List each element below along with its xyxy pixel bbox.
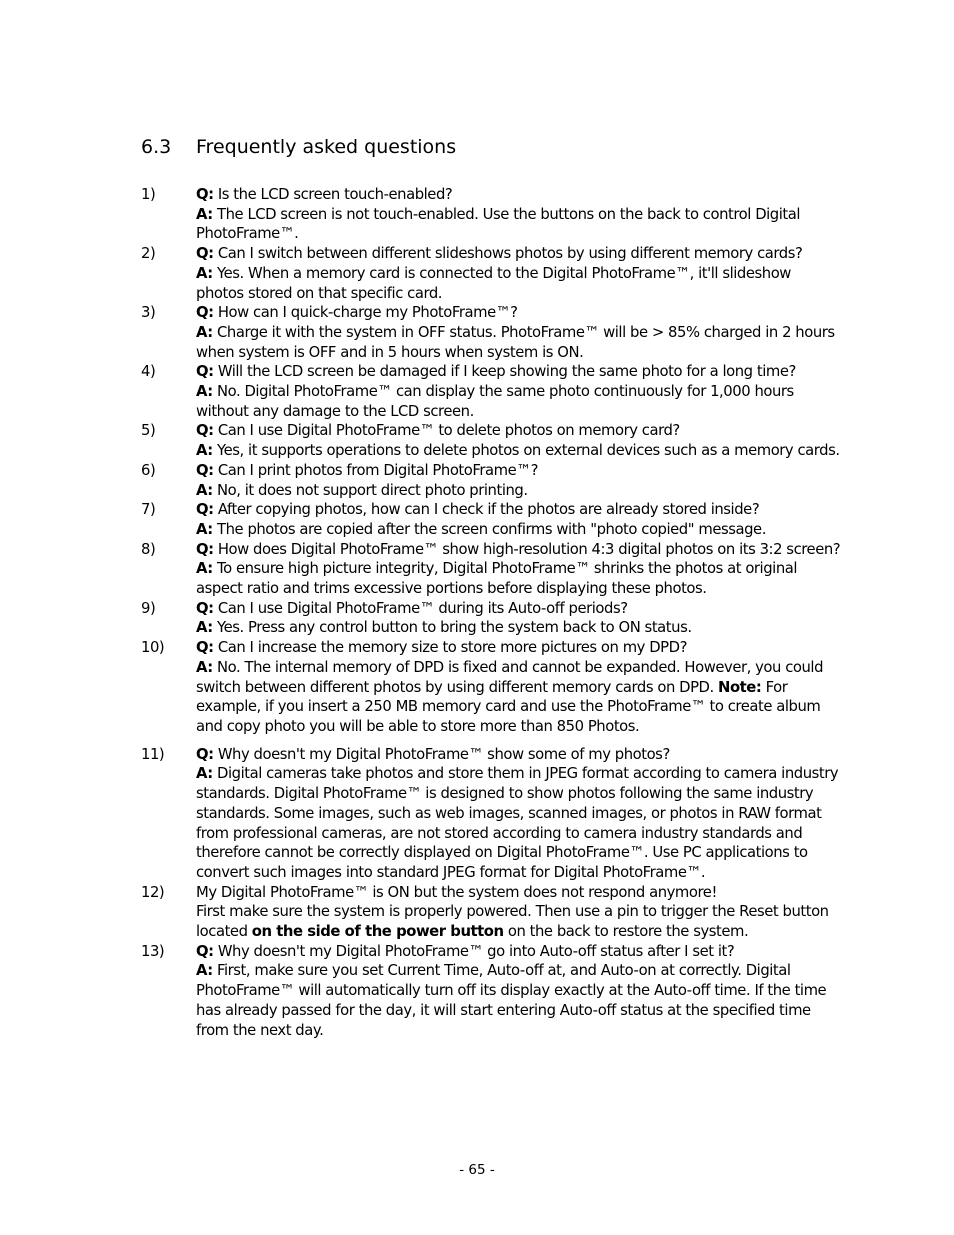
answer-text: No, it does not support direct photo printing.: [217, 481, 528, 499]
faq-body: [196, 421, 841, 460]
faq-body: [196, 540, 841, 599]
question-label: Q:: [196, 363, 214, 381]
answer-text: No. The internal memory of DPD is fixed and cannot be expanded. However, you could switch between different photos by using different memory cards on DPD.: [196, 658, 824, 696]
faq-body: [196, 500, 841, 539]
answer: [196, 764, 841, 882]
answer: [196, 441, 841, 461]
question: [196, 461, 841, 481]
faq-number: 4): [141, 363, 156, 381]
section-title: Frequently asked questions: [196, 136, 457, 158]
answer-label: A:: [196, 442, 213, 460]
question: [196, 599, 841, 619]
question: [196, 942, 841, 962]
faq-body: [196, 185, 841, 244]
faq-number: 5): [141, 422, 156, 440]
faq-number: 7): [141, 501, 156, 519]
question-label: Q:: [196, 540, 214, 558]
faq-item-11: [141, 745, 841, 883]
answer-label: A:: [196, 658, 213, 676]
answer: [196, 658, 841, 737]
question-text: Can I increase the memory size to store more pictures on my DPD?: [217, 639, 687, 657]
answer: [196, 323, 841, 362]
question: [196, 303, 841, 323]
answer: [196, 559, 841, 598]
question-text: Can I use Digital PhotoFrame™ to delete photos on memory card?: [217, 422, 680, 440]
question-label: Q:: [196, 245, 214, 263]
question: [196, 244, 841, 264]
question-text: Why doesn't my Digital PhotoFrame™ show some of my photos?: [217, 745, 670, 763]
faq-item-1: [141, 185, 841, 244]
answer: [196, 382, 841, 421]
faq-body: [196, 599, 841, 638]
question-text: How can I quick-charge my PhotoFrame™?: [217, 304, 518, 322]
question: [196, 638, 841, 658]
question: [196, 745, 841, 765]
question-label: Q:: [196, 942, 214, 960]
question-label: Q:: [196, 422, 214, 440]
faq-item-12: [141, 883, 841, 942]
faq-body: [196, 942, 841, 1041]
question-text: Why doesn't my Digital PhotoFrame™ go into Auto-off status after I set it?: [217, 942, 735, 960]
question: [196, 362, 841, 382]
answer-label: A:: [196, 205, 213, 223]
note-label: Note:: [718, 678, 762, 696]
question-text: How does Digital PhotoFrame™ show high-resolution 4:3 digital photos on its 3:2 screen?: [217, 540, 841, 558]
faq-item-8: [141, 540, 841, 599]
question-text: My Digital PhotoFrame™ is ON but the system does not respond anymore!: [196, 883, 717, 901]
question-label: Q:: [196, 599, 214, 617]
faq-item-9: [141, 599, 841, 638]
answer-text: Charge it with the system in OFF status. PhotoFrame™ will be > 85% charged in 2 hours when system is OFF and in 5 hours when system is ON.: [196, 323, 835, 361]
faq-body: [196, 362, 841, 421]
faq-body: [196, 638, 841, 737]
faq-number: 10): [141, 639, 165, 657]
faq-number: 2): [141, 245, 156, 263]
answer: [196, 618, 841, 638]
answer-text: To ensure high picture integrity, Digital PhotoFrame™ shrinks the photos at original aspect ratio and trims excessive portions before displaying these photos.: [196, 560, 798, 598]
question: [196, 421, 841, 441]
answer: [196, 902, 841, 941]
question: [196, 500, 841, 520]
question-text: Can I print photos from Digital PhotoFrame™?: [217, 461, 538, 479]
answer-text: The LCD screen is not touch-enabled. Use the buttons on the back to control Digital PhotoFrame™.: [196, 205, 801, 243]
faq-body: [196, 745, 841, 883]
faq-body: [196, 461, 841, 500]
faq-item-6: [141, 461, 841, 500]
answer: [196, 481, 841, 501]
answer-label: A:: [196, 323, 213, 341]
answer-label: A:: [196, 481, 213, 499]
question-label: Q:: [196, 461, 214, 479]
answer-text: First make sure the system is properly powered. Then use a pin to trigger the Reset button located: [196, 903, 829, 941]
faq-number: 3): [141, 304, 156, 322]
question-label: Q:: [196, 745, 214, 763]
faq-body: [196, 303, 841, 362]
answer-text: The photos are copied after the screen confirms with "photo copied" message.: [217, 520, 766, 538]
question: [196, 185, 841, 205]
faq-number: 12): [141, 883, 165, 901]
faq-item-4: [141, 362, 841, 421]
answer-text: Yes. When a memory card is connected to the Digital PhotoFrame™, it'll slideshow photos stored on that specific card.: [196, 264, 791, 302]
faq-number: 9): [141, 599, 156, 617]
faq-item-5: [141, 421, 841, 460]
faq-number: 13): [141, 942, 165, 960]
question-text: Will the LCD screen be damaged if I keep showing the same photo for a long time?: [217, 363, 796, 381]
question-label: Q:: [196, 186, 214, 203]
section-number: 6.3: [141, 136, 172, 158]
faq-number: 6): [141, 461, 156, 479]
answer-emphasis: on the side of the power button: [251, 923, 504, 941]
answer-label: A:: [196, 765, 213, 783]
answer-label: A:: [196, 264, 213, 282]
answer: [196, 961, 841, 1040]
faq-item-2: [141, 244, 841, 303]
faq-number: 1): [141, 186, 156, 203]
answer-label: A:: [196, 962, 213, 980]
section-heading: [141, 134, 456, 160]
answer-text: Yes, it supports operations to delete photos on external devices such as a memory cards.: [217, 442, 840, 460]
faq-list: [141, 185, 841, 1040]
question-text: Can I use Digital PhotoFrame™ during its Auto-off periods?: [217, 599, 628, 617]
faq-number: 8): [141, 540, 156, 558]
answer-text: No. Digital PhotoFrame™ can display the same photo continuously for 1,000 hours without any damage to the LCD screen.: [196, 383, 794, 420]
question-text: After copying photos, how can I check if the photos are already stored inside?: [217, 501, 760, 519]
faq-item-13: [141, 942, 841, 1041]
faq-item-10: [141, 638, 841, 737]
note-text: For example, if you insert a 250 MB memory card and use the PhotoFrame™ to create album and copy photo you will be able to store more than 850 Photos.: [196, 678, 821, 735]
answer-text-end: on the back to restore the system.: [507, 923, 749, 941]
answer: [196, 520, 841, 540]
faq-body: [196, 244, 841, 303]
faq-item-7: [141, 500, 841, 539]
question-label: Q:: [196, 304, 214, 322]
answer: [196, 205, 841, 244]
answer-label: A:: [196, 520, 213, 538]
faq-number: 11): [141, 745, 165, 763]
faq-item-3: [141, 303, 841, 362]
answer-text: First, make sure you set Current Time, Auto-off at, and Auto-on at correctly. Digital PhotoFrame™ will automatically turn off its display exactly at the Auto-off time. If the time has already passed for the day, it will start entering Auto-off status at the specified time from the next day.: [196, 962, 827, 1039]
answer: [196, 264, 841, 303]
faq-body: [196, 883, 841, 942]
question-label: Q:: [196, 501, 214, 519]
answer-label: A:: [196, 383, 213, 401]
question-text: Is the LCD screen touch-enabled?: [217, 186, 453, 203]
question-text: Can I switch between different slideshows photos by using different memory cards?: [217, 245, 803, 263]
answer-label: A:: [196, 619, 213, 637]
page-number: - 65 -: [459, 1162, 495, 1178]
answer-text: Yes. Press any control button to bring the system back to ON status.: [217, 619, 692, 637]
answer-label: A:: [196, 560, 213, 578]
question: [196, 540, 841, 560]
question-label: Q:: [196, 639, 214, 657]
answer-text: Digital cameras take photos and store them in JPEG format according to camera industry standards. Digital PhotoFrame™ is designed to show photos following the same industry standards. Some images, such as web images, scanned images, or photos in RAW format from professional cameras, are not stored according to camera industry standards and therefore cannot be correctly displayed on Digital PhotoFrame™. Use PC applications to convert such images into standard JPEG format for Digital PhotoFrame™.: [196, 765, 839, 881]
